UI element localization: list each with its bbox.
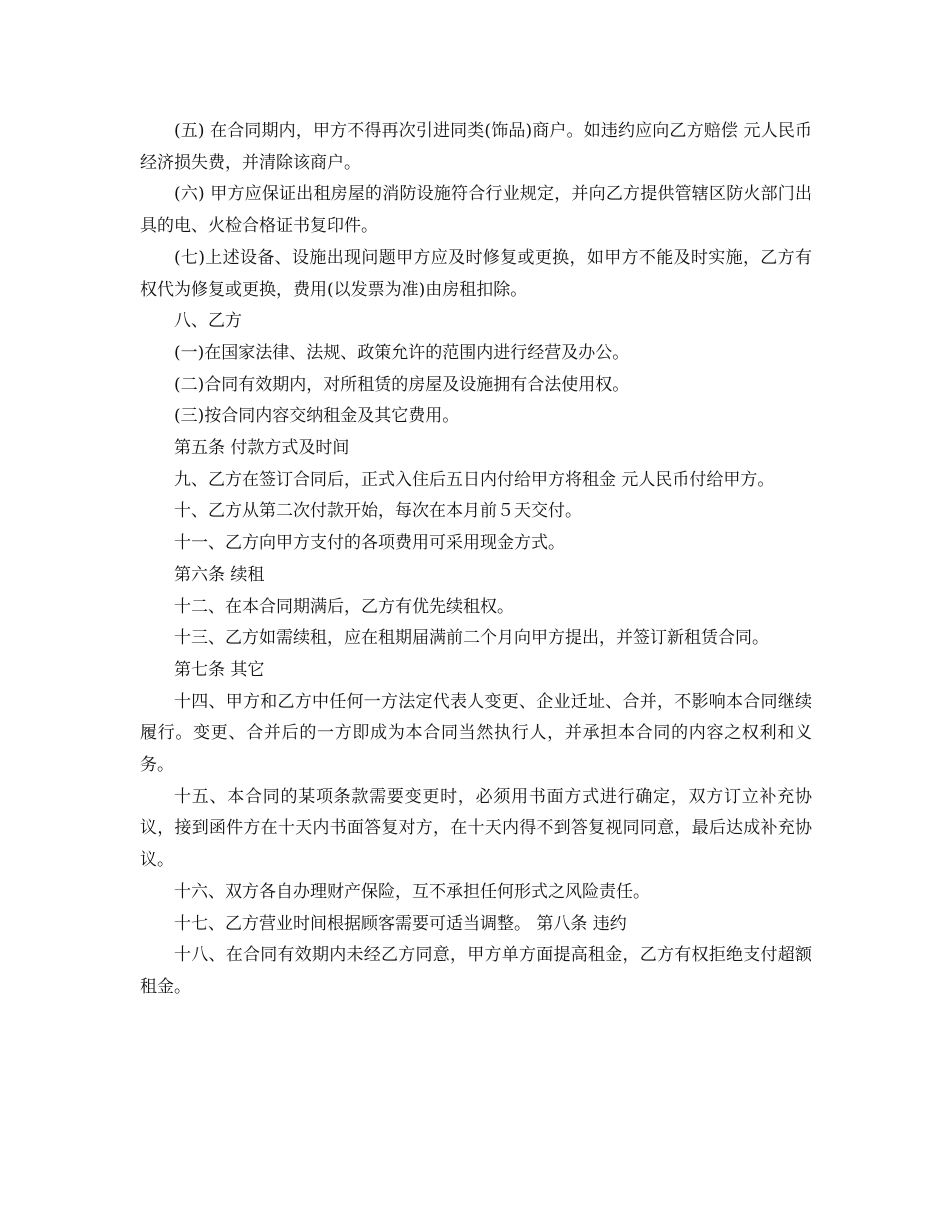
clause-17-business-hours: 十七、乙方营业时间根据顾客需要可适当调整。 第八条 违约 [174,913,627,934]
clause-14-representative-change: 十四、甲方和乙方中任何一方法定代表人变更、企业迁址、合并，不影响本合同继续履行。变更、合并后的一方即成为本合同当然执行人，并承担本合同的内容之权利和义务。 [140,691,812,776]
party-b-item-2: (二)合同有效期内，对所租赁的房屋及设施拥有合法使用权。 [174,374,630,395]
clause-18-rent-increase: 十八、在合同有效期内未经乙方同意，甲方单方面提高租金，乙方有权拒绝支付超额租金。 [140,945,812,997]
party-b-item-3: (三)按合同内容交纳租金及其它费用。 [174,406,460,427]
party-b-item-1: (一)在国家法律、法规、政策允许的范围内进行经营及办公。 [174,342,630,363]
clause-7-repairs: (七)上述设备、设施出现问题甲方应及时修复或更换，如甲方不能及时实施，乙方有权代为修复或更换，费用(以发票为准)由房租扣除。 [140,247,812,300]
clause-15-amendments: 十五、本合同的某项条款需要变更时，必须用书面方式进行确定，双方订立补充协议，接到函件方在十天内书面答复对方，在十天内得不到答复视同同意，最后达成补充协议。 [140,786,812,871]
clause-9-payment: 九、乙方在签订合同后，正式入住后五日内付给甲方将租金 元人民币付给甲方。 [174,469,775,490]
article-5-heading: 第五条 付款方式及时间 [174,438,350,459]
section-8-party-b: 八、乙方 [174,311,242,332]
clause-5-exclusivity: (五) 在合同期内，甲方不得再次引进同类(饰品)商户。如违约应向乙方赔偿 元人民币经济损失费，并清除该商户。 [140,121,812,173]
clause-11-payment-method: 十一、乙方向甲方支付的各项费用可采用现金方式。 [174,533,565,554]
clause-13-renewal-notice: 十三、乙方如需续租，应在租期届满前二个月向甲方提出，并签订新租赁合同。 [174,628,769,649]
article-6-heading: 第六条 续租 [174,564,265,585]
clause-10-payment-schedule: 十、乙方从第二次付款开始，每次在本月前５天交付。 [174,501,582,522]
clause-16-insurance: 十六、双方各自办理财产保险，互不承担任何形式之风险责任。 [174,881,650,902]
document-page [140,116,812,1004]
article-7-heading: 第七条 其它 [174,659,265,680]
clause-12-renewal-priority: 十二、在本合同期满后，乙方有优先续租权。 [174,596,514,617]
clause-6-fire-safety: (六) 甲方应保证出租房屋的消防设施符合行业规定，并向乙方提供管辖区防火部门出具的电、火检合格证书复印件。 [140,184,812,237]
